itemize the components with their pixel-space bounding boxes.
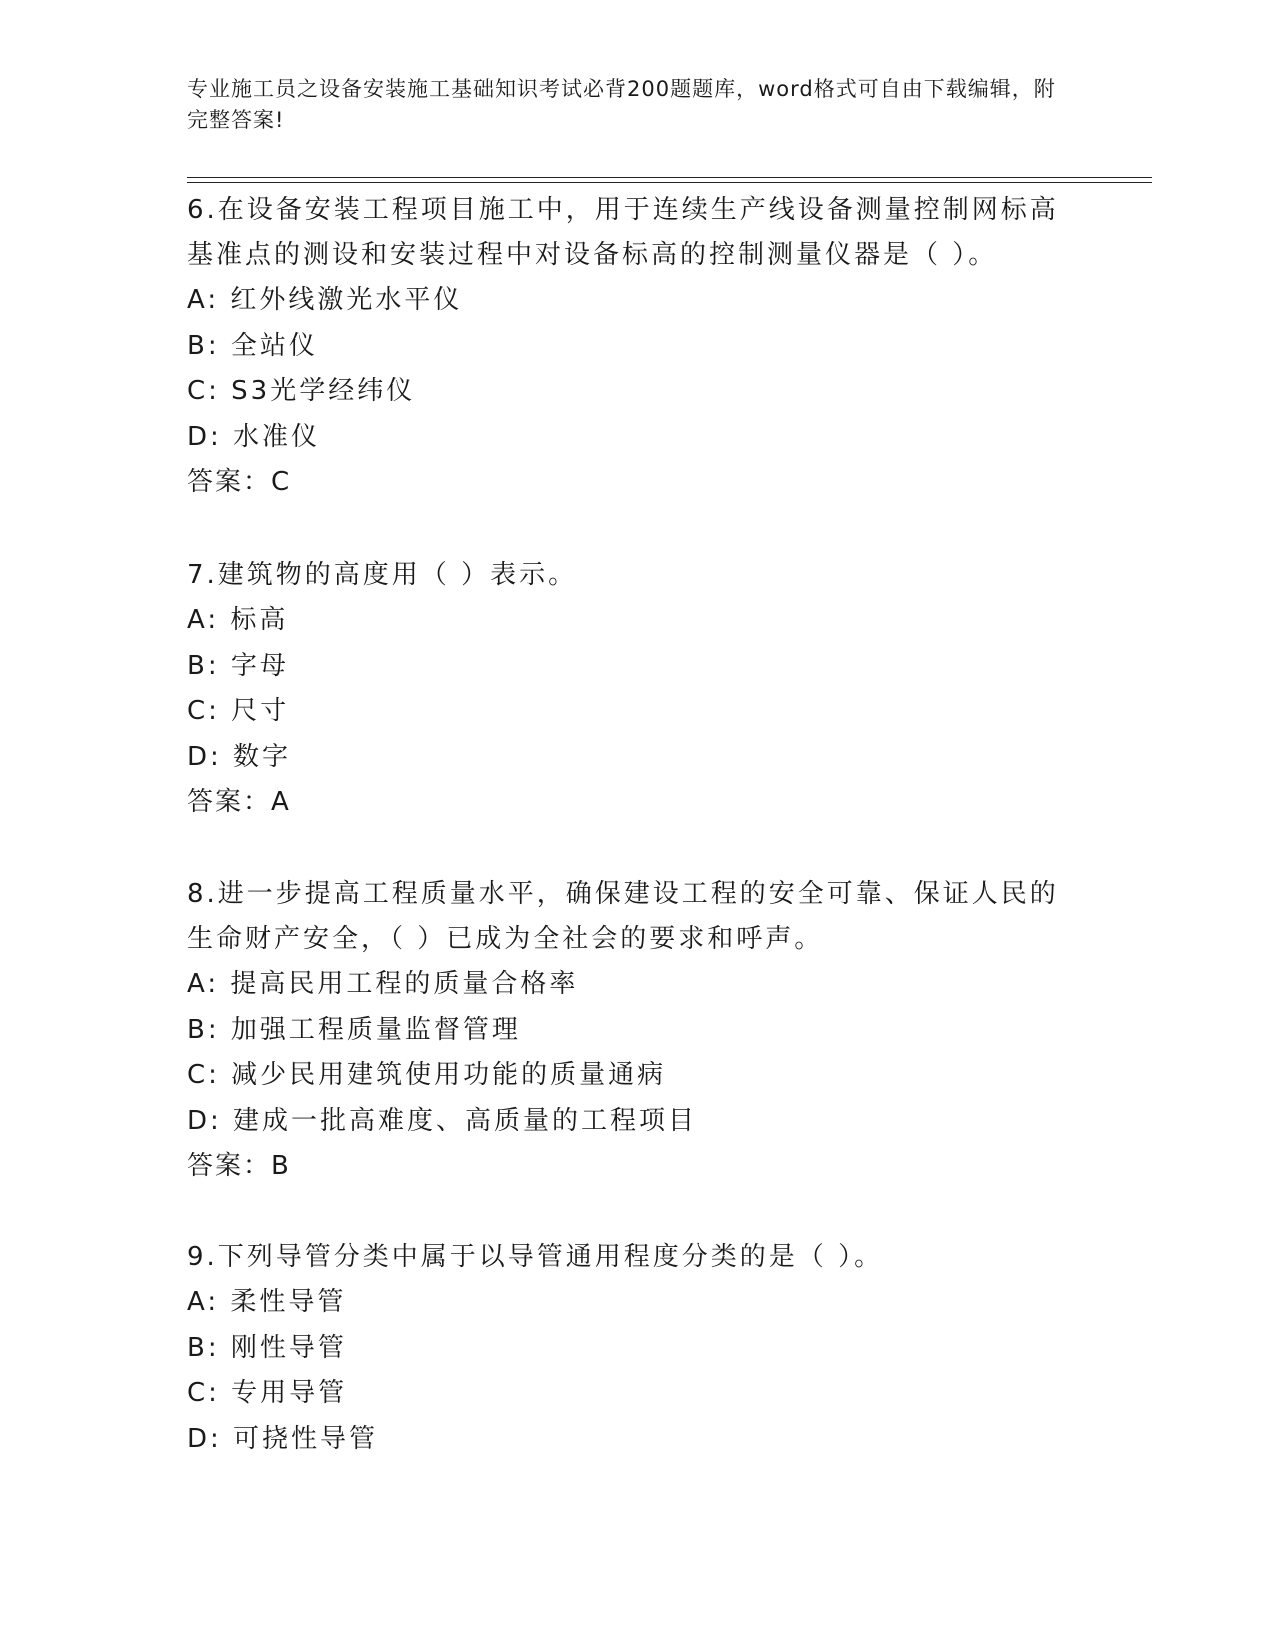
option-b: B: 刚性导管 <box>187 1332 347 1363</box>
option-c: C: 尺寸 <box>187 696 290 726</box>
header-divider-bottom <box>187 182 1152 183</box>
question-9 <box>187 1235 1077 1462</box>
question-stem: 9.下列导管分类中属于以导管通用程度分类的是（ ）。 <box>187 1242 884 1272</box>
answer: 答案：A <box>187 787 291 817</box>
question-stem: 8.进一步提高工程质量水平，确保建设工程的安全可靠、保证人民的生命财产安全，（ ）已成为全社会的要求和呼声。 <box>187 879 1059 954</box>
answer: 答案：B <box>187 1151 291 1181</box>
header-divider-top <box>187 177 1152 178</box>
option-b: B: 加强工程质量监督管理 <box>187 1014 521 1045</box>
option-a: A: 提高民用工程的质量合格率 <box>187 969 579 999</box>
option-b: B: 字母 <box>187 650 289 681</box>
option-b: B: 全站仪 <box>187 330 318 361</box>
option-d: D: 水准仪 <box>187 421 321 452</box>
option-c: C: 减少民用建筑使用功能的质量通病 <box>187 1060 667 1090</box>
option-c: C: S3光学经纬仪 <box>187 376 416 406</box>
option-d: D: 数字 <box>187 741 292 772</box>
question-8 <box>187 872 1077 1189</box>
option-d: D: 可挠性导管 <box>187 1423 379 1454</box>
option-a: A: 红外线激光水平仪 <box>187 285 463 315</box>
question-7 <box>187 553 1077 825</box>
question-stem: 7.建筑物的高度用（ ）表示。 <box>187 560 578 590</box>
option-d: D: 建成一批高难度、高质量的工程项目 <box>187 1105 698 1136</box>
option-a: A: 标高 <box>187 605 289 635</box>
question-6 <box>187 188 1077 505</box>
answer: 答案：C <box>187 467 292 497</box>
question-stem: 6.在设备安装工程项目施工中，用于连续生产线设备测量控制网标高基准点的测设和安装过程中对设备标高的控制测量仪器是（ ）。 <box>187 195 1059 270</box>
document-header: 专业施工员之设备安装施工基础知识考试必背200题题库，word格式可自由下载编辑，附完整答案! <box>187 77 1056 132</box>
option-c: C: 专用导管 <box>187 1378 348 1408</box>
option-a: A: 柔性导管 <box>187 1287 347 1317</box>
